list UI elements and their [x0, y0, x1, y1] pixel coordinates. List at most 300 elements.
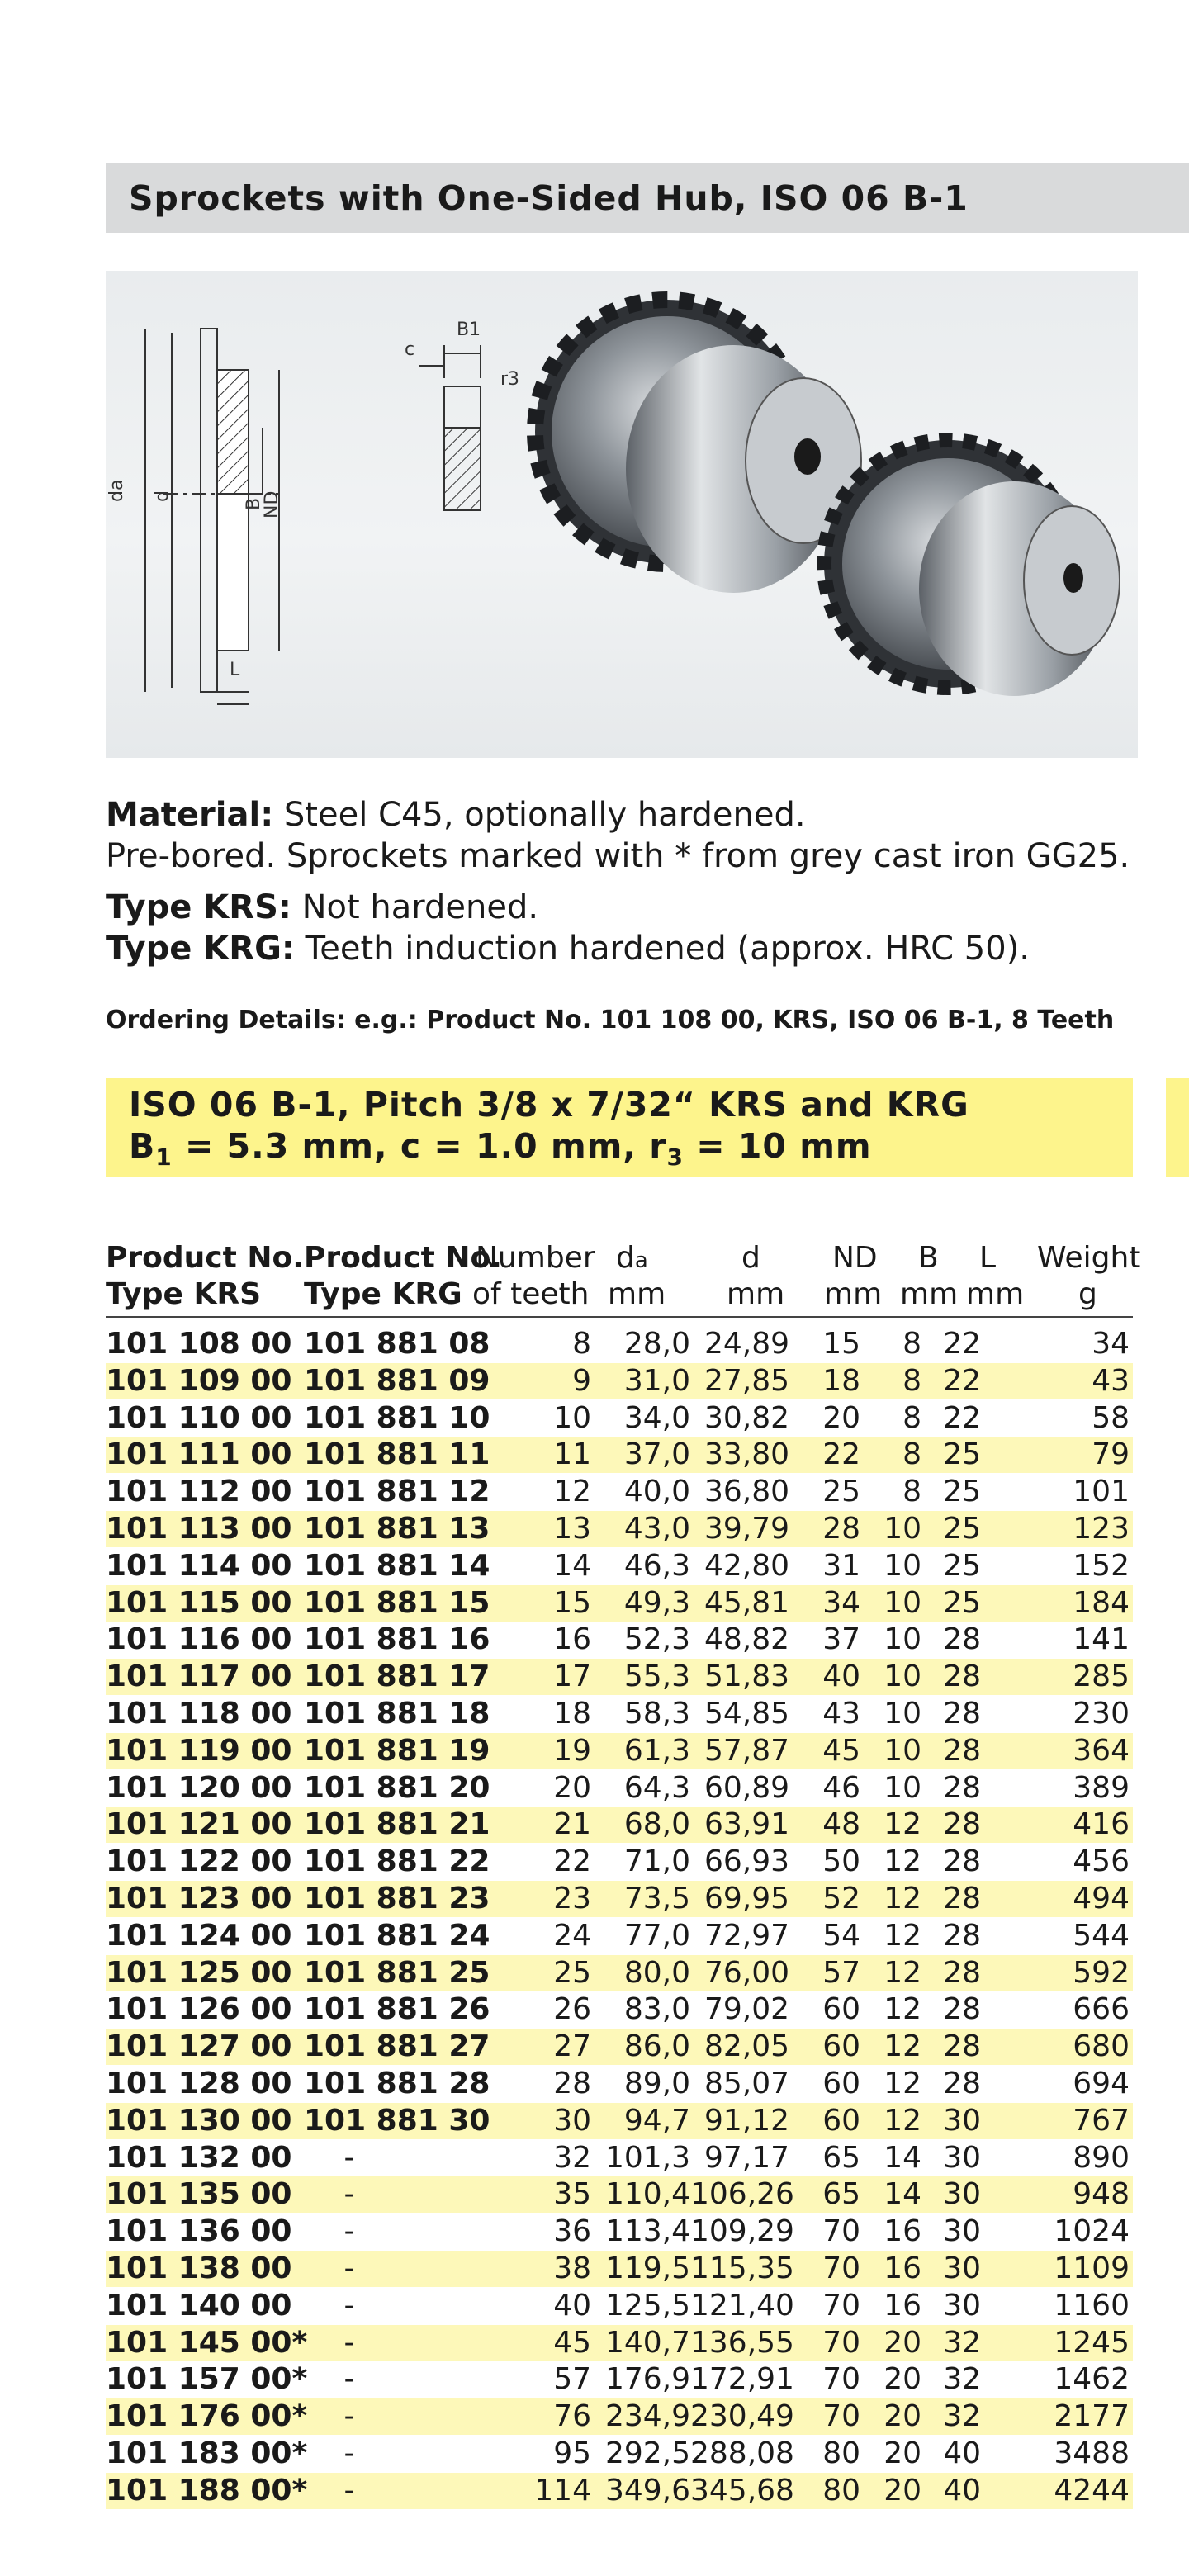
table-row: [106, 1807, 1133, 1843]
cell-product-krg: 101 881 18: [304, 1697, 490, 1731]
cell-d: 36,80: [703, 1475, 789, 1509]
table-row: [106, 1770, 1133, 1807]
cell-product-krs: 101 128 00: [106, 2067, 292, 2100]
cell-product-krg: 101 881 20: [304, 1770, 490, 1805]
cell-nd: 28: [822, 1512, 860, 1546]
krs-text: Not hardened.: [291, 888, 539, 926]
cell-product-krg: 101 881 27: [304, 2029, 490, 2064]
cell-teeth: 22: [553, 1844, 591, 1879]
cell-product-krs: 101 112 00: [106, 1475, 292, 1509]
cell-d: 63,91: [703, 1807, 789, 1842]
cell-l: 32: [943, 2399, 981, 2434]
cell-d: 51,83: [703, 1660, 789, 1694]
cell-product-krg: -: [343, 2288, 355, 2323]
cell-b: 8: [902, 1327, 921, 1361]
cell-teeth: 30: [553, 2103, 591, 2138]
table-row: [106, 1844, 1133, 1880]
table-row: [106, 1511, 1133, 1547]
cell-product-krs: 101 135 00: [106, 2177, 292, 2212]
cell-weight: 364: [1073, 1733, 1130, 1768]
cell-d: 79,02: [703, 1992, 789, 2027]
cell-teeth: 18: [553, 1697, 591, 1731]
cell-nd: 50: [822, 1844, 860, 1879]
cell-l: 30: [943, 2103, 981, 2138]
cell-l: 28: [943, 1770, 981, 1805]
col-da-header-1: [616, 1240, 648, 1279]
cell-nd: 60: [822, 1992, 860, 2027]
cell-weight: 416: [1073, 1807, 1130, 1842]
cell-b: 8: [902, 1437, 921, 1472]
material-line: [106, 796, 806, 834]
cell-d: 57,87: [703, 1733, 789, 1768]
cell-l: 25: [943, 1585, 981, 1620]
cell-d: 24,89: [703, 1327, 789, 1361]
cell-teeth: 35: [553, 2177, 591, 2212]
cell-b: 10: [883, 1697, 921, 1731]
cell-b: 12: [883, 1844, 921, 1879]
cell-d: 106,26: [690, 2177, 794, 2212]
cell-da: 68,0: [623, 1807, 690, 1842]
cell-l: 32: [943, 2362, 981, 2397]
cell-l: 30: [943, 2140, 981, 2175]
cell-weight: 4244: [1054, 2473, 1130, 2507]
cell-da: 113,4: [604, 2214, 690, 2249]
cell-da: 89,0: [623, 2067, 690, 2100]
cell-d: 30,82: [703, 1400, 789, 1435]
table-row: [106, 1437, 1133, 1473]
cell-b: 16: [883, 2252, 921, 2285]
cell-l: 30: [943, 2252, 981, 2285]
cell-teeth: 27: [553, 2029, 591, 2064]
cell-d: 48,82: [703, 1622, 789, 1657]
cell-teeth: 15: [553, 1585, 591, 1620]
cell-da: 101,3: [604, 2140, 690, 2175]
col-weight-header-2: g: [1078, 1277, 1097, 1311]
cell-nd: 48: [822, 1807, 860, 1842]
cell-nd: 22: [822, 1437, 860, 1472]
col-l-header-2: mm: [966, 1277, 1025, 1311]
cell-l: 28: [943, 2067, 981, 2100]
cell-b: 8: [902, 1400, 921, 1435]
cell-weight: 680: [1073, 2029, 1130, 2064]
cell-product-krs: 101 121 00: [106, 1807, 292, 1842]
spec-end: = 10 mm: [683, 1126, 872, 1166]
cell-nd: 65: [822, 2140, 860, 2175]
spec-r-sub: 3: [666, 1144, 684, 1172]
cell-l: 32: [943, 2325, 981, 2360]
col-krs-header-1: Product No.: [106, 1241, 304, 1275]
cell-product-krs: 101 109 00: [106, 1363, 292, 1398]
cell-teeth: 32: [553, 2140, 591, 2175]
cell-da: 73,5: [623, 1882, 690, 1915]
cell-teeth: 25: [553, 1955, 591, 1990]
cell-l: 22: [943, 1363, 981, 1398]
col-da-sub: a: [634, 1248, 648, 1273]
drawing-label-b: B: [244, 497, 264, 510]
cell-weight: 389: [1073, 1770, 1130, 1805]
cell-da: 52,3: [623, 1622, 690, 1657]
cell-b: 12: [883, 1807, 921, 1842]
cell-nd: 34: [822, 1585, 860, 1620]
cell-b: 12: [883, 1955, 921, 1990]
cell-teeth: 16: [553, 1622, 591, 1657]
cell-b: 12: [883, 2029, 921, 2064]
cell-l: 28: [943, 2029, 981, 2064]
cell-d: 66,93: [703, 1844, 789, 1879]
cell-b: 12: [883, 2103, 921, 2138]
cell-product-krs: 101 119 00: [106, 1733, 292, 1768]
cell-nd: 45: [822, 1733, 860, 1768]
cell-teeth: 21: [553, 1807, 591, 1842]
cell-b: 10: [883, 1548, 921, 1583]
cell-nd: 43: [822, 1697, 860, 1731]
cell-da: 80,0: [623, 1955, 690, 1990]
cell-product-krs: 101 145 00*: [106, 2325, 308, 2360]
cell-weight: 767: [1073, 2103, 1130, 2138]
cell-product-krg: -: [343, 2362, 355, 2397]
cell-teeth: 24: [553, 1918, 591, 1953]
cell-product-krg: -: [343, 2177, 355, 2212]
cell-b: 16: [883, 2288, 921, 2323]
cell-d: 69,95: [703, 1882, 789, 1915]
table-row: [106, 1659, 1133, 1695]
cell-teeth: 10: [553, 1400, 591, 1435]
cell-weight: 123: [1073, 1512, 1130, 1546]
cell-teeth: 19: [553, 1733, 591, 1768]
cell-l: 28: [943, 1992, 981, 2027]
cell-da: 292,5: [604, 2436, 690, 2470]
cell-nd: 60: [822, 2029, 860, 2064]
cell-teeth: 38: [553, 2252, 591, 2285]
cell-product-krg: 101 881 26: [304, 1992, 490, 2027]
cell-product-krg: 101 881 30: [304, 2103, 490, 2138]
cell-product-krg: 101 881 13: [304, 1512, 490, 1546]
cell-d: 42,80: [703, 1548, 789, 1583]
cell-da: 349,6: [604, 2473, 690, 2507]
cell-product-krg: 101 881 24: [304, 1918, 490, 1953]
cell-teeth: 17: [553, 1660, 591, 1694]
cell-nd: 70: [822, 2325, 860, 2360]
cell-da: 125,5: [604, 2288, 690, 2323]
cell-product-krs: 101 157 00*: [106, 2362, 308, 2397]
cell-l: 30: [943, 2288, 981, 2323]
cell-weight: 890: [1073, 2140, 1130, 2175]
cell-weight: 666: [1073, 1992, 1130, 2027]
cell-b: 12: [883, 1992, 921, 2027]
table-row: [106, 1733, 1133, 1769]
cell-weight: 1109: [1054, 2252, 1130, 2285]
col-nd-header-1: ND: [832, 1241, 878, 1275]
cell-product-krg: 101 881 16: [304, 1622, 490, 1657]
cell-nd: 70: [822, 2399, 860, 2434]
cell-da: 71,0: [623, 1844, 690, 1879]
cell-product-krg: 101 881 19: [304, 1733, 490, 1768]
cell-b: 12: [883, 1918, 921, 1953]
table-row: [106, 2176, 1133, 2213]
cell-d: 82,05: [703, 2029, 789, 2064]
cell-l: 28: [943, 1807, 981, 1842]
cell-product-krs: 101 136 00: [106, 2214, 292, 2249]
cell-b: 12: [883, 2067, 921, 2100]
table-row: [106, 1881, 1133, 1917]
cell-product-krg: -: [343, 2252, 355, 2285]
table-row: [106, 1400, 1133, 1437]
cell-l: 28: [943, 1844, 981, 1879]
drawing-label-c: c: [405, 339, 415, 360]
drawing-label-l: L: [230, 660, 240, 680]
cell-product-krg: 101 881 25: [304, 1955, 490, 1990]
cell-weight: 592: [1073, 1955, 1130, 1990]
table-row: [106, 1918, 1133, 1954]
cell-d: 288,08: [690, 2436, 794, 2470]
cell-product-krg: -: [343, 2473, 355, 2507]
cell-product-krs: 101 108 00: [106, 1327, 292, 1361]
table-row: [106, 1955, 1133, 1991]
drawing-label-r3: r3: [500, 369, 520, 390]
col-teeth-header-2: of teeth: [472, 1277, 590, 1311]
cell-d: 76,00: [703, 1955, 789, 1990]
cell-teeth: 11: [553, 1437, 591, 1472]
krg-label: Type KRG:: [106, 930, 295, 968]
cell-d: 172,91: [690, 2362, 794, 2397]
cell-product-krs: 101 138 00: [106, 2252, 292, 2285]
table-row: [106, 2214, 1133, 2250]
page-title: Sprockets with One-Sided Hub, ISO 06 B-1: [129, 178, 969, 218]
cell-nd: 60: [822, 2103, 860, 2138]
cell-da: 119,5: [604, 2252, 690, 2285]
cell-teeth: 28: [553, 2067, 591, 2100]
cell-da: 61,3: [623, 1733, 690, 1768]
cell-product-krs: 101 113 00: [106, 1512, 292, 1546]
table-row: [106, 2066, 1133, 2102]
cell-product-krs: 101 123 00: [106, 1882, 292, 1915]
cell-product-krg: 101 881 12: [304, 1475, 490, 1509]
col-b-header-1: B: [918, 1241, 939, 1275]
cell-weight: 3488: [1054, 2436, 1130, 2470]
spec-line-2: [129, 1126, 872, 1171]
cell-teeth: 45: [553, 2325, 591, 2360]
col-krg-header-2: Type KRG: [304, 1277, 462, 1311]
cell-weight: 141: [1073, 1622, 1130, 1657]
col-krs-header-2: Type KRS: [106, 1277, 262, 1311]
cell-weight: 1024: [1054, 2214, 1130, 2249]
krs-line: [106, 888, 538, 926]
col-weight-header-1: Weight: [1037, 1241, 1141, 1275]
table-row: [106, 1474, 1133, 1510]
cell-da: 64,3: [623, 1770, 690, 1805]
drawing-label-nd: ND: [262, 490, 282, 519]
spec-b-sub: 1: [155, 1144, 173, 1172]
table-row: [106, 1991, 1133, 2028]
col-teeth-header-1: Number: [476, 1241, 595, 1275]
cell-da: 86,0: [623, 2029, 690, 2064]
spec-mid: = 5.3 mm, c = 1.0 mm, r: [172, 1126, 667, 1166]
cell-weight: 2177: [1054, 2399, 1130, 2434]
cell-teeth: 114: [534, 2473, 591, 2507]
cell-weight: 494: [1073, 1882, 1130, 1915]
cell-teeth: 8: [572, 1327, 591, 1361]
col-nd-header-2: mm: [824, 1277, 883, 1311]
cell-weight: 694: [1073, 2067, 1130, 2100]
cell-teeth: 95: [553, 2436, 591, 2470]
cell-da: 176,9: [604, 2362, 690, 2397]
cell-d: 72,97: [703, 1918, 789, 1953]
cell-product-krg: -: [343, 2214, 355, 2249]
cell-weight: 34: [1092, 1327, 1130, 1361]
prebored-line: Pre-bored. Sprockets marked with * from grey cast iron GG25.: [106, 837, 1130, 875]
cell-nd: 52: [822, 1882, 860, 1915]
table-row: [106, 2436, 1133, 2472]
drawing-label-b1: B1: [457, 320, 481, 340]
cell-d: 85,07: [703, 2067, 789, 2100]
table-row: [106, 2361, 1133, 2398]
cell-product-krs: 101 127 00: [106, 2029, 292, 2064]
cell-d: 27,85: [703, 1363, 789, 1398]
cell-product-krs: 101 118 00: [106, 1697, 292, 1731]
cell-b: 10: [883, 1512, 921, 1546]
cell-b: 20: [883, 2399, 921, 2434]
cell-l: 28: [943, 1622, 981, 1657]
krg-line: [106, 930, 1030, 968]
cell-l: 25: [943, 1512, 981, 1546]
cell-nd: 25: [822, 1475, 860, 1509]
cell-b: 10: [883, 1585, 921, 1620]
cell-product-krs: 101 188 00*: [106, 2473, 308, 2507]
col-d-header-1: d: [741, 1241, 760, 1275]
cell-da: 34,0: [623, 1400, 690, 1435]
table-row: [106, 2325, 1133, 2361]
cell-teeth: 14: [553, 1548, 591, 1583]
cell-d: 345,68: [690, 2473, 794, 2507]
cell-product-krg: 101 881 23: [304, 1882, 490, 1915]
table-row: [106, 2398, 1133, 2435]
cell-da: 46,3: [623, 1548, 690, 1583]
cell-product-krg: 101 881 11: [304, 1437, 490, 1472]
cell-b: 16: [883, 2214, 921, 2249]
cell-l: 25: [943, 1548, 981, 1583]
cell-product-krs: 101 122 00: [106, 1844, 292, 1879]
spec-b: B: [129, 1126, 156, 1166]
cell-nd: 80: [822, 2436, 860, 2470]
cell-product-krg: 101 881 15: [304, 1585, 490, 1620]
cell-product-krg: -: [343, 2399, 355, 2434]
cell-l: 28: [943, 1918, 981, 1953]
cell-product-krs: 101 140 00: [106, 2288, 292, 2323]
cell-nd: 18: [822, 1363, 860, 1398]
material-text: Steel C45, optionally hardened.: [273, 796, 806, 834]
cell-product-krs: 101 176 00*: [106, 2399, 308, 2434]
cell-teeth: 36: [553, 2214, 591, 2249]
ordering-details: Ordering Details: e.g.: Product No. 101 108 00, KRS, ISO 06 B-1, 8 Teeth: [106, 1006, 1115, 1035]
cell-d: 136,55: [690, 2325, 794, 2360]
krs-label: Type KRS:: [106, 888, 291, 926]
cell-b: 20: [883, 2362, 921, 2397]
col-l-header-1: L: [979, 1241, 997, 1275]
cell-nd: 31: [822, 1548, 860, 1583]
cell-d: 45,81: [703, 1585, 789, 1620]
cell-product-krg: 101 881 21: [304, 1807, 490, 1842]
cell-teeth: 76: [553, 2399, 591, 2434]
cell-product-krs: 101 111 00: [106, 1437, 292, 1472]
cell-b: 10: [883, 1733, 921, 1768]
cell-weight: 230: [1073, 1697, 1130, 1731]
cell-weight: 79: [1092, 1437, 1130, 1472]
cell-d: 109,29: [690, 2214, 794, 2249]
cell-d: 60,89: [703, 1770, 789, 1805]
product-image-area: [106, 271, 1138, 758]
table-row: [106, 2288, 1133, 2324]
cell-product-krs: 101 120 00: [106, 1770, 292, 1805]
cell-l: 28: [943, 1697, 981, 1731]
cell-da: 37,0: [623, 1437, 690, 1472]
cell-b: 10: [883, 1660, 921, 1694]
cell-weight: 1160: [1054, 2288, 1130, 2323]
cell-nd: 70: [822, 2252, 860, 2285]
col-b-header-2: mm: [900, 1277, 959, 1311]
cell-nd: 70: [822, 2288, 860, 2323]
sprocket-photo-small: [824, 440, 1120, 696]
technical-drawing: [106, 271, 1138, 758]
table-row: [106, 1622, 1133, 1658]
cell-da: 31,0: [623, 1363, 690, 1398]
cell-l: 25: [943, 1437, 981, 1472]
cell-weight: 544: [1073, 1918, 1130, 1953]
cell-da: 94,7: [623, 2103, 690, 2138]
cell-d: 33,80: [703, 1437, 789, 1472]
cell-da: 234,9: [604, 2399, 690, 2434]
cell-l: 28: [943, 1882, 981, 1915]
cell-product-krg: -: [343, 2140, 355, 2175]
cell-product-krg: 101 881 14: [304, 1548, 490, 1583]
cell-nd: 37: [822, 1622, 860, 1657]
cell-product-krg: 101 881 17: [304, 1660, 490, 1694]
spec-line-1: ISO 06 B-1, Pitch 3/8 x 7/32“ KRS and KRG: [129, 1085, 969, 1125]
cell-l: 22: [943, 1327, 981, 1361]
cell-product-krs: 101 114 00: [106, 1548, 292, 1583]
cell-l: 40: [943, 2436, 981, 2470]
cell-da: 83,0: [623, 1992, 690, 2027]
cell-l: 28: [943, 1955, 981, 1990]
cell-b: 20: [883, 2325, 921, 2360]
cell-da: 110,4: [604, 2177, 690, 2212]
col-da-header-2: mm: [608, 1277, 666, 1311]
cell-weight: 184: [1073, 1585, 1130, 1620]
cell-product-krg: 101 881 08: [304, 1327, 490, 1361]
table-row: [106, 1326, 1133, 1362]
cell-nd: 15: [822, 1327, 860, 1361]
cell-teeth: 20: [553, 1770, 591, 1805]
cell-weight: 456: [1073, 1844, 1130, 1879]
cell-nd: 20: [822, 1400, 860, 1435]
table-row: [106, 2251, 1133, 2287]
cell-b: 12: [883, 1882, 921, 1915]
table-row: [106, 1696, 1133, 1732]
cell-da: 43,0: [623, 1512, 690, 1546]
cell-product-krs: 101 115 00: [106, 1585, 292, 1620]
cell-product-krs: 101 110 00: [106, 1400, 292, 1435]
drawing-label-d: d: [152, 490, 173, 502]
cell-weight: 948: [1073, 2177, 1130, 2212]
cell-product-krs: 101 117 00: [106, 1660, 292, 1694]
cell-weight: 58: [1092, 1400, 1130, 1435]
table-row: [106, 2473, 1133, 2509]
cell-nd: 70: [822, 2214, 860, 2249]
krg-text: Teeth induction hardened (approx. HRC 50).: [294, 930, 1030, 968]
table-row: [106, 2140, 1133, 2176]
cell-d: 39,79: [703, 1512, 789, 1546]
cell-nd: 70: [822, 2362, 860, 2397]
cell-product-krs: 101 116 00: [106, 1622, 292, 1657]
